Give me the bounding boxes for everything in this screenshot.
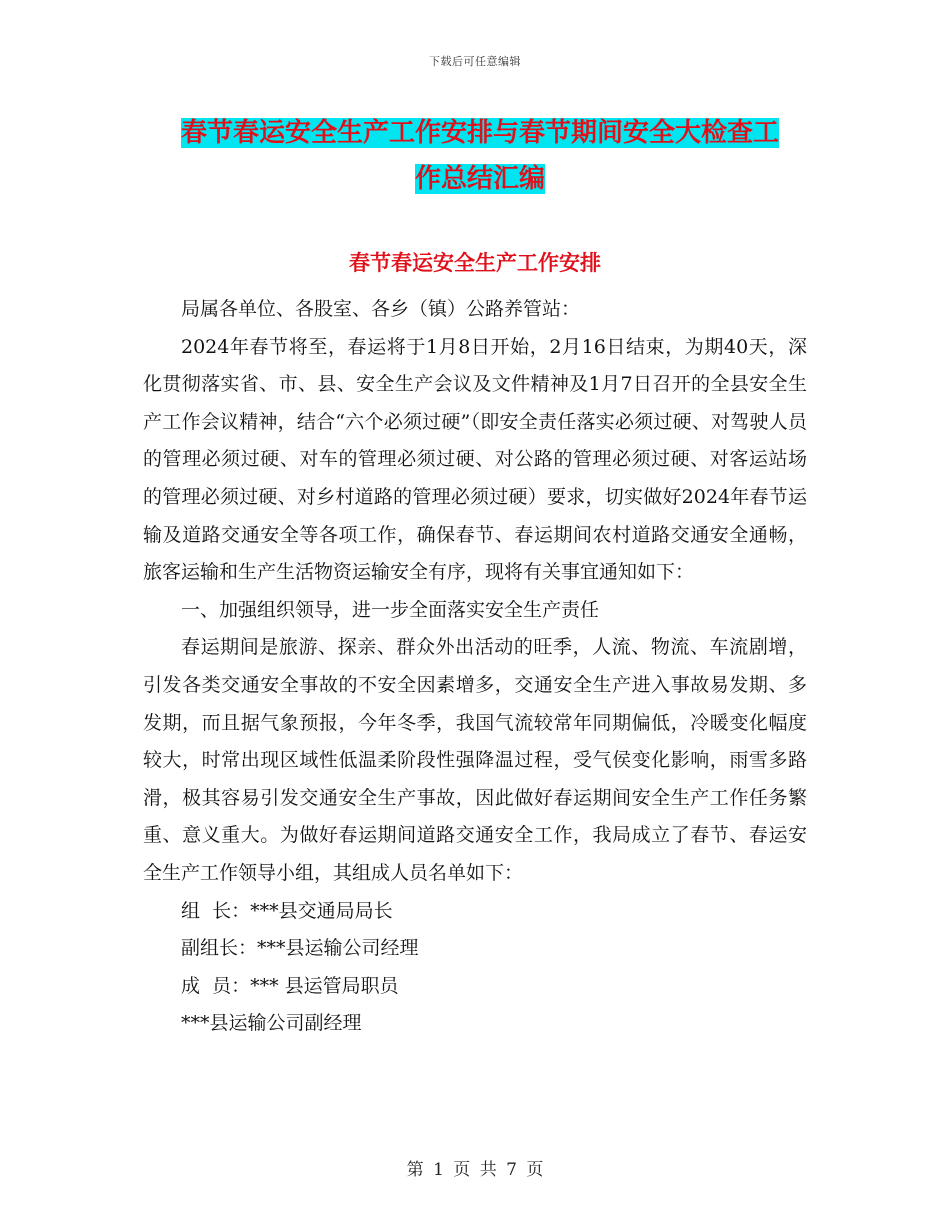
member-line: ***县运输公司副经理	[181, 1012, 362, 1035]
page-footer: 第 1 页 共 7 页	[406, 1160, 544, 1180]
member-line: 组 长：***县交通局局长	[181, 899, 393, 922]
intro-paragraph: 2024年春节将至，春运将于1月8日开始，2月16日结束，为期40天，深化贯彻落实省、市、县、安全生产会议及文件精神及1月7日召开的全县安全生产工作会议精神，结合“六个必须过硬”（即安全责任落实必须过硬、对驾驶人员的管理必须过硬、对车的管理必须过硬、对公路的管理必须过硬、对客运站场的管理必须过硬、对乡村道路的管理必须过硬）要求，切实做好2024年春节运输及道路交通安全等各项工作，确保春节、春运期间农村道路交通安全通畅，旅客运输和生产生活物资运输安全有序，现将有关事宜通知如下：	[143, 335, 807, 584]
section-title: 春节春运安全生产工作安排	[349, 251, 601, 275]
document-title-line-1: 春节春运安全生产工作安排与春节期间安全大检查工	[180, 118, 779, 148]
heading-paragraph: 一、加强组织领导，进一步全面落实安全生产责任	[181, 598, 600, 621]
document-title-line-2: 作总结汇编	[414, 164, 545, 194]
member-line: 副组长：***县运输公司经理	[181, 937, 419, 960]
salutation-paragraph: 局属各单位、各股室、各乡（镇）公路养管站：	[181, 298, 581, 320]
header-note: 下载后可任意编辑	[429, 55, 521, 68]
document-title	[145, 110, 815, 202]
body-paragraph: 春运期间是旅游、探亲、群众外出活动的旺季，人流、物流、车流剧增，引发各类交通安全事故的不安全因素增多，交通安全生产进入事故易发期、多发期，而且据气象预报，今年冬季，我国气流较常年同期偏低，冷暖变化幅度较大，时常出现区域性低温柔阶段性强降温过程，受气侯变化影响，雨雪多路滑，极其容易引发交通安全生产事故，因此做好春运期间安全生产工作任务繁重、意义重大。为做好春运期间道路交通安全工作，我局成立了春节、春运安全生产工作领导小组，其组成人员名单如下：	[143, 636, 807, 884]
member-line: 成 员：*** 县运管局职员	[181, 974, 399, 997]
body-text	[143, 291, 807, 1043]
